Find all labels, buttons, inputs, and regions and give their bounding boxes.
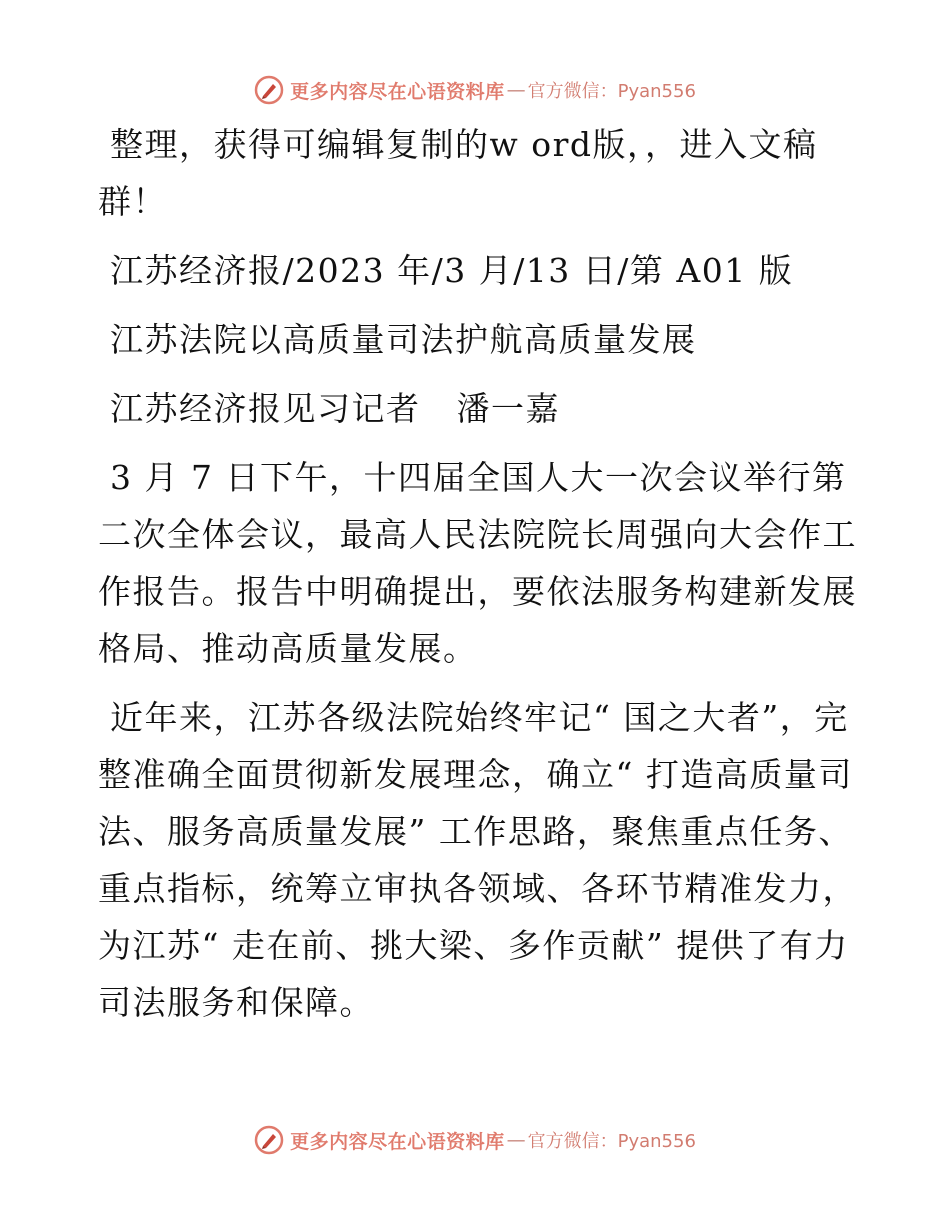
banner-brand-text: 更多内容尽在心语资料库 — [290, 80, 505, 103]
intro-paragraph: 整理，获得可编辑复制的w ord版，，进入文稿群！ — [98, 125, 818, 221]
header-watermark-banner — [0, 70, 950, 110]
banner-contact-text: 官方微信：Pyan556 — [527, 1131, 696, 1152]
banner-contact-text: 官方微信：Pyan556 — [527, 81, 696, 102]
document-body — [98, 116, 858, 1043]
footer-watermark-banner — [0, 1120, 950, 1160]
pen-circle-logo-icon — [254, 1125, 284, 1155]
pen-circle-logo-icon — [254, 75, 284, 105]
byline: 江苏经济报见习记者 潘一嘉 — [98, 389, 560, 428]
banner-separator: — — [506, 79, 526, 101]
body-paragraph: 3 月 7 日下午，十四届全国人大一次会议举行第二次全体会议，最高人民法院院长周强向大会作工作报告。报告中明确提出，要依法服务构建新发展格局、推动高质量发展。 — [98, 458, 857, 668]
body-paragraph: 近年来，江苏各级法院始终牢记“ 国之大者”，完整准确全面贯彻新发展理念，确立“ 打造高质量司法、服务高质量发展” 工作思路，聚焦重点任务、重点指标，统筹立审执各领域、各环节精准发力，为江苏“ 走在前、挑大梁、多作贡献” 提供了有力司法服务和保障。 — [98, 698, 857, 1022]
banner-separator: — — [506, 1129, 526, 1151]
source-line: 江苏经济报/2023 年/3 月/13 日/第 A01 版 — [98, 251, 794, 290]
banner-brand-text: 更多内容尽在心语资料库 — [290, 1130, 505, 1153]
article-title: 江苏法院以高质量司法护航高质量发展 — [98, 320, 697, 359]
